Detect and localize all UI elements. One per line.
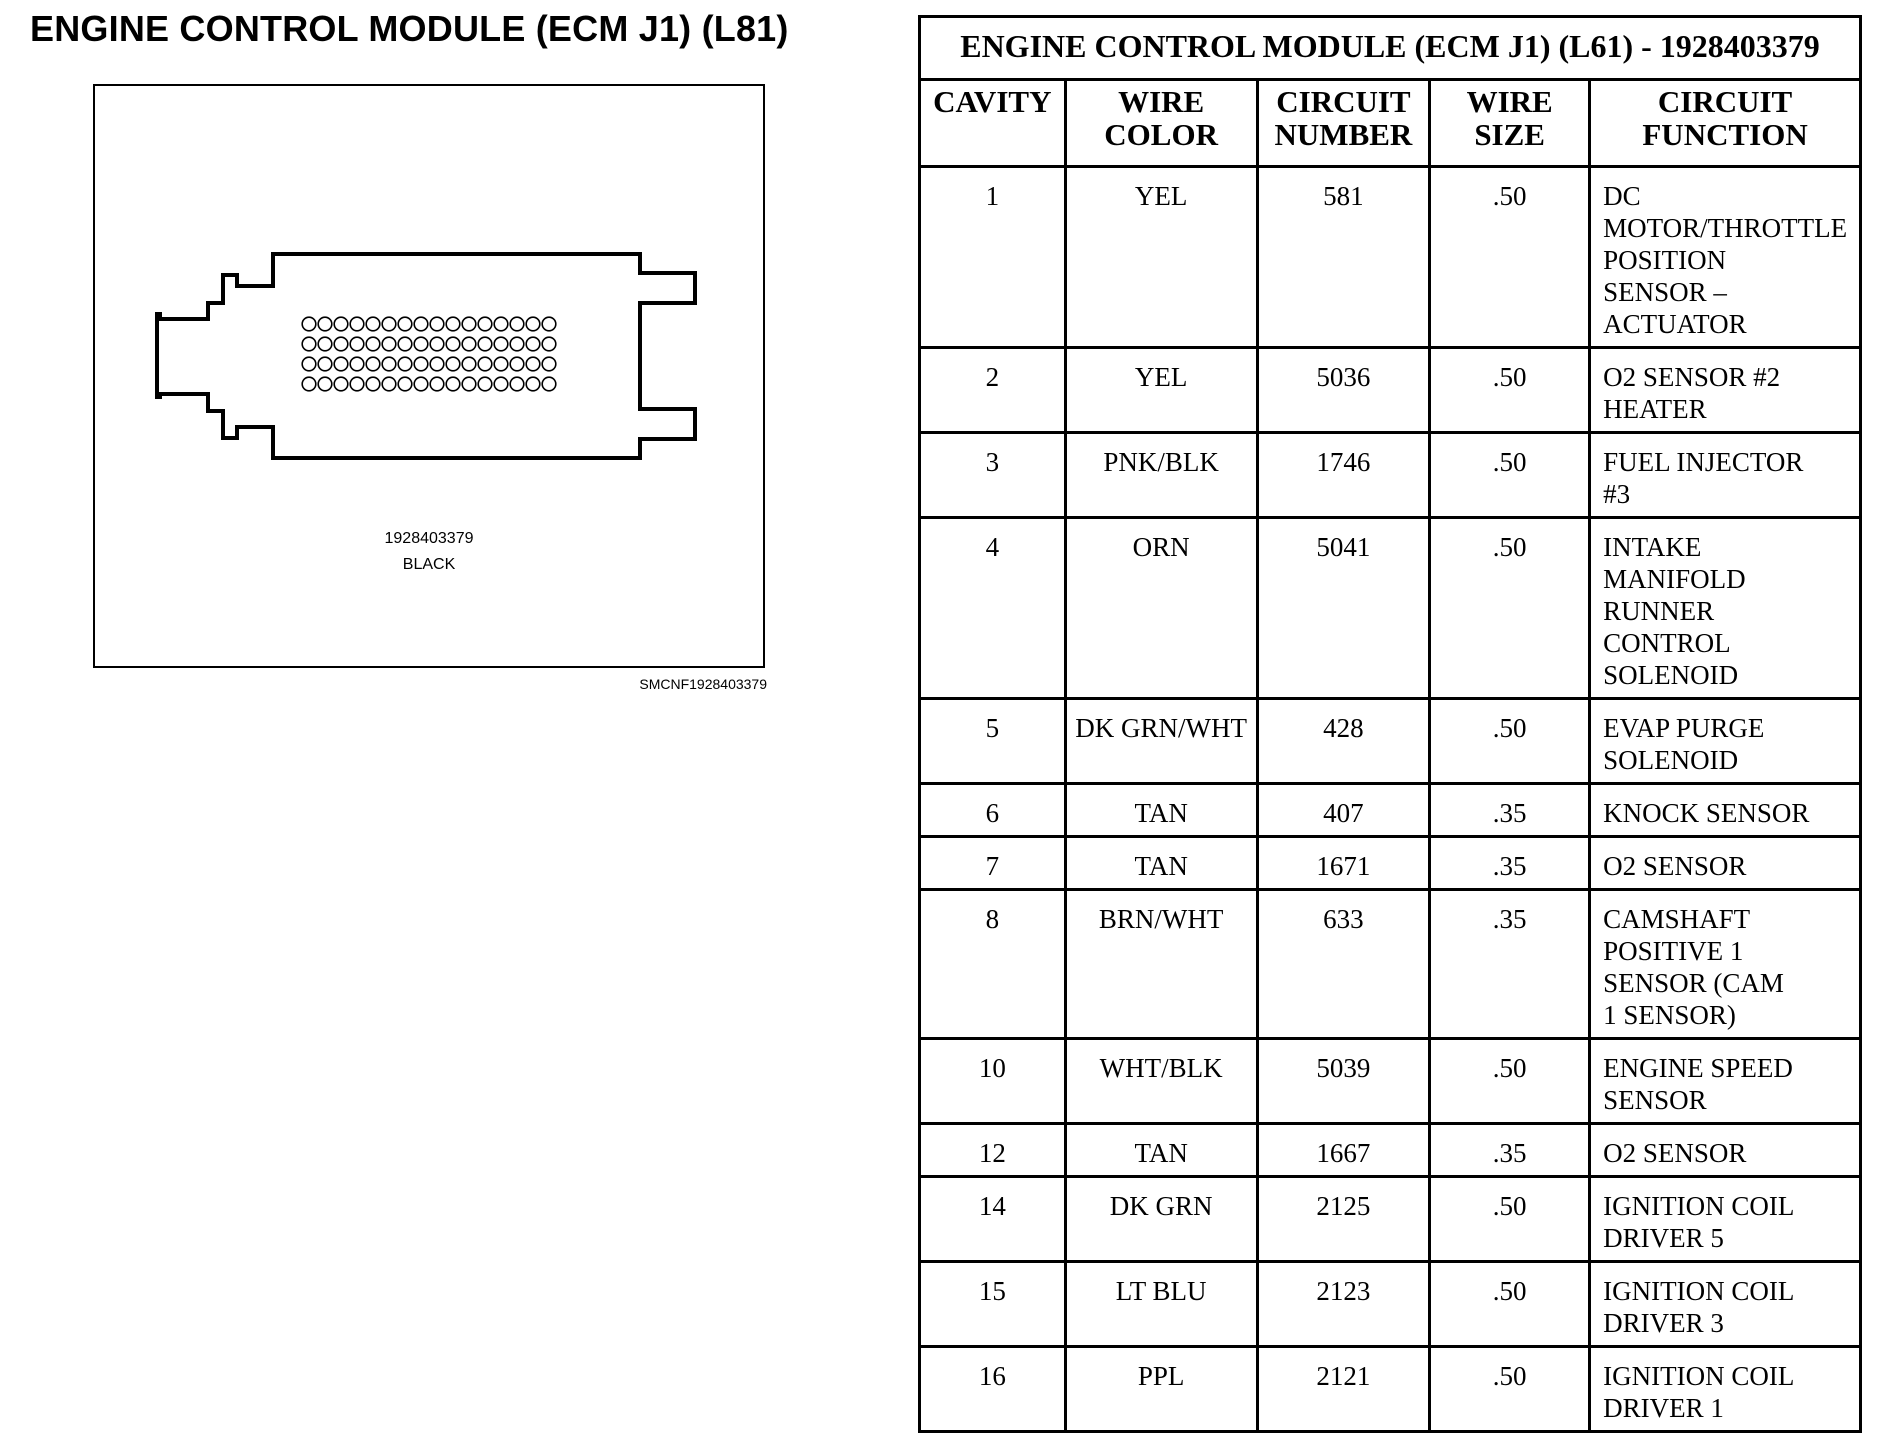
- cavity-cell: 1: [920, 167, 1066, 348]
- table-title-row: [920, 17, 1861, 80]
- connector-pin: [366, 357, 380, 371]
- cavity-cell: 6: [920, 784, 1066, 837]
- circuit-function-line: CAMSHAFT: [1603, 904, 1751, 934]
- wire-size-cell: .50: [1430, 1262, 1590, 1347]
- table-row: [920, 1347, 1861, 1432]
- connector-pin: [478, 337, 492, 351]
- wire-size-cell: .50: [1430, 1177, 1590, 1262]
- wire-color-cell: TAN: [1065, 784, 1257, 837]
- circuit-function-cell: [1590, 837, 1861, 890]
- circuit-function-line: SENSOR: [1603, 1085, 1707, 1115]
- connector-pin: [510, 337, 524, 351]
- header-wire-size-line1: WIRE: [1466, 84, 1553, 119]
- table-row: [920, 1039, 1861, 1124]
- circuit-function-cell: [1590, 784, 1861, 837]
- connector-pin: [350, 357, 364, 371]
- table-row: [920, 784, 1861, 837]
- circuit-number-cell: 407: [1257, 784, 1430, 837]
- circuit-number-cell: 5036: [1257, 348, 1430, 433]
- wire-color-cell: YEL: [1065, 167, 1257, 348]
- table-row: [920, 699, 1861, 784]
- circuit-function-line: MOTOR/THROTTLE: [1603, 213, 1848, 243]
- cavity-cell: 10: [920, 1039, 1066, 1124]
- connector-pin: [366, 377, 380, 391]
- circuit-function-line: ENGINE SPEED: [1603, 1053, 1793, 1083]
- connector-pin: [510, 357, 524, 371]
- connector-part-number: 1928403379: [384, 530, 474, 547]
- wire-color-cell: YEL: [1065, 348, 1257, 433]
- connector-pin: [318, 377, 332, 391]
- circuit-function-cell: [1590, 1262, 1861, 1347]
- connector-pin: [430, 317, 444, 331]
- cavity-cell: 2: [920, 348, 1066, 433]
- connector-pin: [542, 337, 556, 351]
- header-circuit-number: [1257, 80, 1430, 167]
- connector-pin: [462, 377, 476, 391]
- circuit-function-line: IGNITION COIL: [1603, 1276, 1795, 1306]
- connector-pin: [366, 317, 380, 331]
- table-header-row: [920, 80, 1861, 167]
- connector-pin: [526, 377, 540, 391]
- wire-size-cell: .50: [1430, 1039, 1590, 1124]
- connector-pin: [526, 357, 540, 371]
- connector-pin: [462, 337, 476, 351]
- circuit-function-cell: [1590, 348, 1861, 433]
- connector-pin: [398, 337, 412, 351]
- connector-pin: [494, 377, 508, 391]
- connector-pin: [334, 377, 348, 391]
- cavity-cell: 15: [920, 1262, 1066, 1347]
- header-cavity: [920, 80, 1066, 167]
- wire-size-cell: .50: [1430, 433, 1590, 518]
- circuit-function-line: DRIVER 1: [1603, 1393, 1724, 1423]
- cavity-cell: 12: [920, 1124, 1066, 1177]
- header-wire-size: [1430, 80, 1590, 167]
- connector-pin: [382, 337, 396, 351]
- connector-pin: [446, 337, 460, 351]
- circuit-function-line: DRIVER 5: [1603, 1223, 1724, 1253]
- cavity-cell: 3: [920, 433, 1066, 518]
- header-circuit-function-line1: CIRCUIT: [1657, 84, 1793, 119]
- connector-pin: [446, 317, 460, 331]
- connector-pin: [302, 377, 316, 391]
- connector-pin: [414, 337, 428, 351]
- connector-pin: [350, 377, 364, 391]
- circuit-function-line: IGNITION COIL: [1603, 1191, 1795, 1221]
- circuit-function-cell: [1590, 699, 1861, 784]
- connector-pin: [414, 357, 428, 371]
- header-wire-color-line1: WIRE: [1118, 84, 1205, 119]
- cavity-cell: 5: [920, 699, 1066, 784]
- circuit-function-line: POSITION: [1603, 245, 1727, 275]
- connector-pin: [318, 317, 332, 331]
- connector-pin: [542, 317, 556, 331]
- circuit-function-cell: [1590, 1124, 1861, 1177]
- table-row: [920, 890, 1861, 1039]
- table-row: [920, 1124, 1861, 1177]
- circuit-function-line: O2 SENSOR: [1603, 851, 1747, 881]
- circuit-function-line: HEATER: [1603, 394, 1707, 424]
- connector-pin: [382, 377, 396, 391]
- table-row: [920, 348, 1861, 433]
- circuit-number-cell: 2123: [1257, 1262, 1430, 1347]
- connector-pin: [462, 357, 476, 371]
- connector-pin: [414, 317, 428, 331]
- circuit-function-line: DRIVER 3: [1603, 1308, 1724, 1338]
- wire-color-cell: ORN: [1065, 518, 1257, 699]
- connector-pin: [334, 337, 348, 351]
- connector-pin: [510, 317, 524, 331]
- connector-pin: [430, 357, 444, 371]
- circuit-function-line: RUNNER: [1603, 596, 1715, 626]
- connector-pin: [526, 317, 540, 331]
- connector-pin: [542, 357, 556, 371]
- connector-outline: [157, 254, 695, 458]
- cavity-cell: 16: [920, 1347, 1066, 1432]
- cavity-cell: 7: [920, 837, 1066, 890]
- connector-pin: [382, 317, 396, 331]
- connector-pin: [302, 317, 316, 331]
- header-circuit-function-line2: FUNCTION: [1642, 117, 1808, 152]
- header-wire-color-line2: COLOR: [1104, 117, 1218, 152]
- connector-pin: [302, 337, 316, 351]
- connector-pin: [334, 357, 348, 371]
- connector-color: BLACK: [402, 556, 456, 573]
- connector-pin: [382, 357, 396, 371]
- connector-diagram: [93, 84, 765, 668]
- table-row: [920, 837, 1861, 890]
- circuit-function-line: SOLENOID: [1603, 660, 1739, 690]
- table-row: [920, 1177, 1861, 1262]
- circuit-function-line: ACTUATOR: [1603, 309, 1747, 339]
- cavity-cell: 4: [920, 518, 1066, 699]
- header-wire-size-line2: SIZE: [1474, 117, 1545, 152]
- circuit-function-line: DC: [1603, 181, 1641, 211]
- connector-pin: [446, 377, 460, 391]
- table-row: [920, 518, 1861, 699]
- connector-pin: [430, 337, 444, 351]
- connector-pin: [478, 377, 492, 391]
- wire-color-cell: BRN/WHT: [1065, 890, 1257, 1039]
- circuit-number-cell: 1671: [1257, 837, 1430, 890]
- connector-pin: [334, 317, 348, 331]
- wire-color-cell: PNK/BLK: [1065, 433, 1257, 518]
- circuit-function-cell: [1590, 518, 1861, 699]
- circuit-function-line: SENSOR –: [1603, 277, 1727, 307]
- connector-pin: [366, 337, 380, 351]
- wire-size-cell: .35: [1430, 837, 1590, 890]
- wire-color-cell: PPL: [1065, 1347, 1257, 1432]
- circuit-number-cell: 633: [1257, 890, 1430, 1039]
- connector-pin: [430, 377, 444, 391]
- header-circuit-number-line1: CIRCUIT: [1276, 84, 1411, 119]
- circuit-function-cell: [1590, 167, 1861, 348]
- circuit-number-cell: 5039: [1257, 1039, 1430, 1124]
- wire-size-cell: .50: [1430, 1347, 1590, 1432]
- connector-pin: [542, 377, 556, 391]
- table-row: [920, 433, 1861, 518]
- circuit-number-cell: 428: [1257, 699, 1430, 784]
- circuit-function-line: O2 SENSOR: [1603, 1138, 1747, 1168]
- wire-size-cell: .50: [1430, 518, 1590, 699]
- connector-pin: [318, 357, 332, 371]
- cavity-cell: 8: [920, 890, 1066, 1039]
- circuit-function-line: MANIFOLD: [1603, 564, 1746, 594]
- connector-pin: [494, 317, 508, 331]
- connector-pin: [398, 377, 412, 391]
- connector-pin: [478, 317, 492, 331]
- circuit-function-line: POSITIVE 1: [1603, 936, 1744, 966]
- connector-pin: [494, 337, 508, 351]
- circuit-function-line: IGNITION COIL: [1603, 1361, 1795, 1391]
- circuit-function-line: O2 SENSOR #2: [1603, 362, 1781, 392]
- circuit-function-line: 1 SENSOR): [1603, 1000, 1736, 1030]
- circuit-number-cell: 2121: [1257, 1347, 1430, 1432]
- circuit-number-cell: 2125: [1257, 1177, 1430, 1262]
- connector-pin: [414, 377, 428, 391]
- circuit-function-line: FUEL INJECTOR: [1603, 447, 1804, 477]
- wire-color-cell: TAN: [1065, 1124, 1257, 1177]
- wire-size-cell: .35: [1430, 784, 1590, 837]
- circuit-function-line: INTAKE: [1603, 532, 1702, 562]
- wire-size-cell: .35: [1430, 1124, 1590, 1177]
- table-row: [920, 1262, 1861, 1347]
- wire-color-cell: WHT/BLK: [1065, 1039, 1257, 1124]
- circuit-function-cell: [1590, 433, 1861, 518]
- circuit-function-line: CONTROL: [1603, 628, 1731, 658]
- header-cavity-text: CAVITY: [933, 84, 1052, 119]
- pin-grid: [302, 317, 556, 391]
- circuit-function-cell: [1590, 1177, 1861, 1262]
- circuit-number-cell: 1746: [1257, 433, 1430, 518]
- circuit-function-cell: [1590, 1347, 1861, 1432]
- connector-pin: [398, 317, 412, 331]
- circuit-number-cell: 1667: [1257, 1124, 1430, 1177]
- wire-color-cell: DK GRN/WHT: [1065, 699, 1257, 784]
- header-circuit-function: [1590, 80, 1861, 167]
- table-title: ENGINE CONTROL MODULE (ECM J1) (L61) - 1928403379: [920, 17, 1861, 80]
- circuit-function-line: KNOCK SENSOR: [1603, 798, 1810, 828]
- cavity-cell: 14: [920, 1177, 1066, 1262]
- wire-color-cell: LT BLU: [1065, 1262, 1257, 1347]
- connector-pin: [510, 377, 524, 391]
- wire-color-cell: DK GRN: [1065, 1177, 1257, 1262]
- wire-size-cell: .50: [1430, 348, 1590, 433]
- connector-pin: [398, 357, 412, 371]
- connector-pin: [462, 317, 476, 331]
- connector-pin: [302, 357, 316, 371]
- pinout-body: [920, 167, 1861, 1432]
- wire-size-cell: .50: [1430, 167, 1590, 348]
- circuit-function-cell: [1590, 1039, 1861, 1124]
- wire-size-cell: .35: [1430, 890, 1590, 1039]
- header-wire-color: [1065, 80, 1257, 167]
- figure-id: SMCNF1928403379: [639, 676, 767, 692]
- connector-pin: [318, 337, 332, 351]
- connector-pin: [350, 337, 364, 351]
- pinout-table: [918, 15, 1862, 1433]
- header-circuit-number-line2: NUMBER: [1274, 117, 1413, 152]
- circuit-function-line: #3: [1603, 479, 1631, 509]
- circuit-function-line: EVAP PURGE: [1603, 713, 1765, 743]
- circuit-function-cell: [1590, 890, 1861, 1039]
- table-row: [920, 167, 1861, 348]
- wire-color-cell: TAN: [1065, 837, 1257, 890]
- connector-drawing: [95, 86, 763, 666]
- connector-pin: [446, 357, 460, 371]
- figure-title: ENGINE CONTROL MODULE (ECM J1) (L81): [30, 8, 789, 49]
- connector-pin: [494, 357, 508, 371]
- circuit-function-line: SOLENOID: [1603, 745, 1739, 775]
- connector-pin: [478, 357, 492, 371]
- connector-pin: [526, 337, 540, 351]
- wire-size-cell: .50: [1430, 699, 1590, 784]
- circuit-number-cell: 5041: [1257, 518, 1430, 699]
- circuit-function-line: SENSOR (CAM: [1603, 968, 1784, 998]
- connector-pin: [350, 317, 364, 331]
- circuit-number-cell: 581: [1257, 167, 1430, 348]
